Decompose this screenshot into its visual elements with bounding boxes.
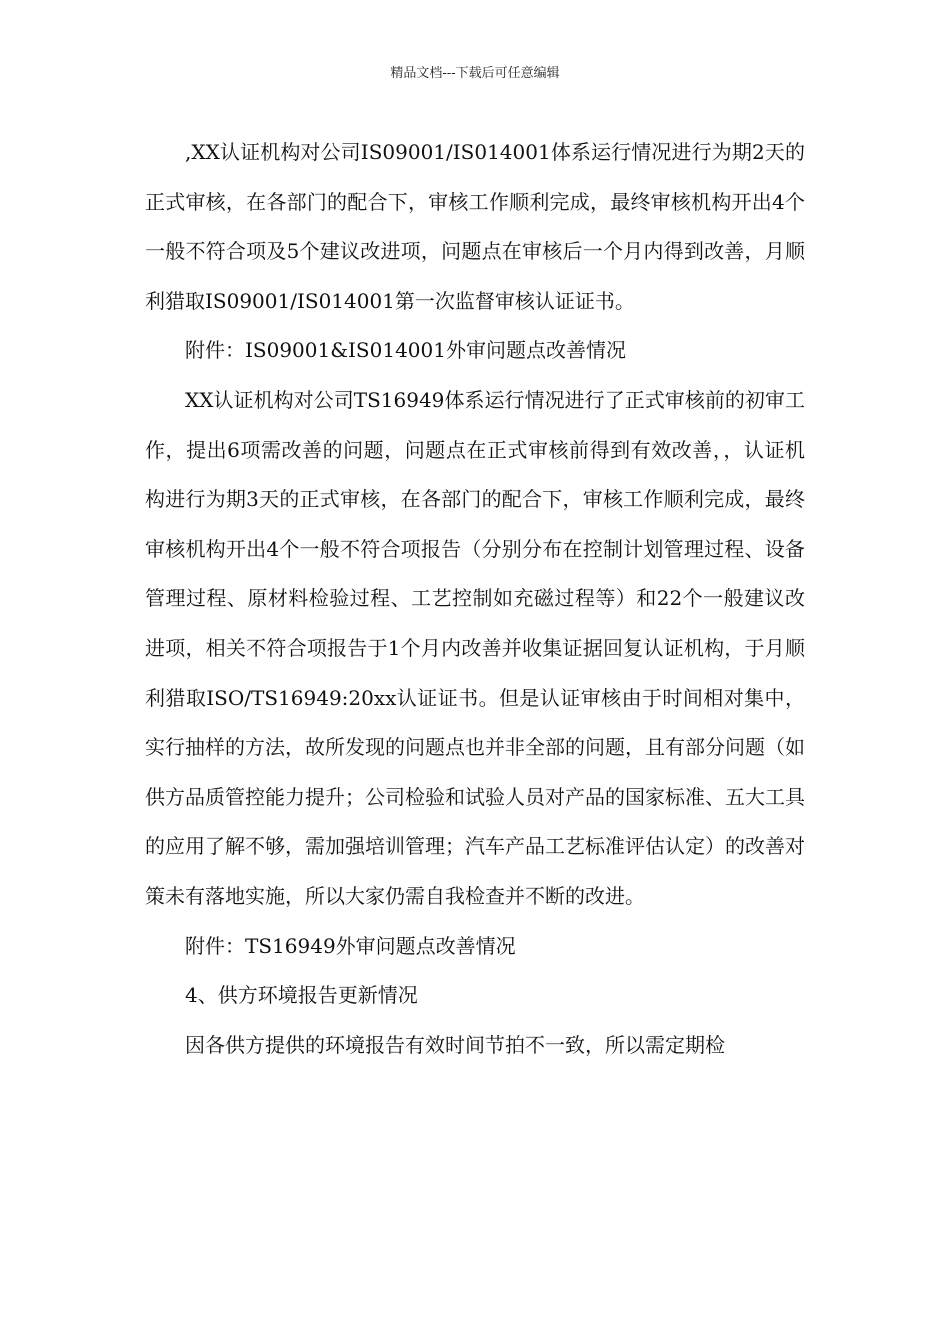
paragraph-supplier-env: 因各供方提供的环境报告有效时间节拍不一致，所以需定期检 bbox=[185, 1032, 725, 1057]
paragraph-iso-audit: ,XX认证机构对公司IS09001/IS014001体系运行情况进行为期2天的正式审核，在各部门的配合下，审核工作顺利完成，最终审核机构开出4个一般不符合项及5个建议改进项，问题点在审核后一个月内得到改善，月顺利猎取IS09001/IS014001第一次监督审核认证证书。 bbox=[145, 140, 805, 313]
paragraph-ts-audit: XX认证机构对公司TS16949体系运行情况进行了正式审核前的初审工作，提出6项需改善的问题，问题点在正式审核前得到有效改善，，认证机构进行为期3天的正式审核，在各部门的配合下，审核工作顺利完成，最终审核机构开出4个一般不符合项报告（分别分布在控制计划管理过程、设备管理过程、原材料检验过程、工艺控制如充磁过程等）和22个一般建议改进项，相关不符合项报告于1个月内改善并收集证据回复认证机构，于月顺利猎取ISO/TS16949:20xx认证证书。但是认证审核由于时间相对集中，实行抽样的方法，故所发现的问题点也并非全部的问题，且有部分问题（如供方品质管控能力提升；公司检验和试验人员对产品的国家标准、五大工具的应用了解不够，需加强培训管理；汽车产品工艺标准评估认定）的改善对策未有落地实施，所以大家仍需自我检查并不断的改进。 bbox=[145, 387, 805, 908]
page-header: 精品文档---下载后可任意编辑 bbox=[390, 66, 560, 81]
paragraph-iso-attachment: 附件：IS09001&IS014001外审问题点改善情况 bbox=[185, 338, 626, 363]
section-heading-supplier-env: 4、供方环境报告更新情况 bbox=[185, 983, 418, 1008]
paragraph-ts-attachment: 附件：TS16949外审问题点改善情况 bbox=[185, 933, 516, 958]
document-body bbox=[145, 128, 805, 1070]
